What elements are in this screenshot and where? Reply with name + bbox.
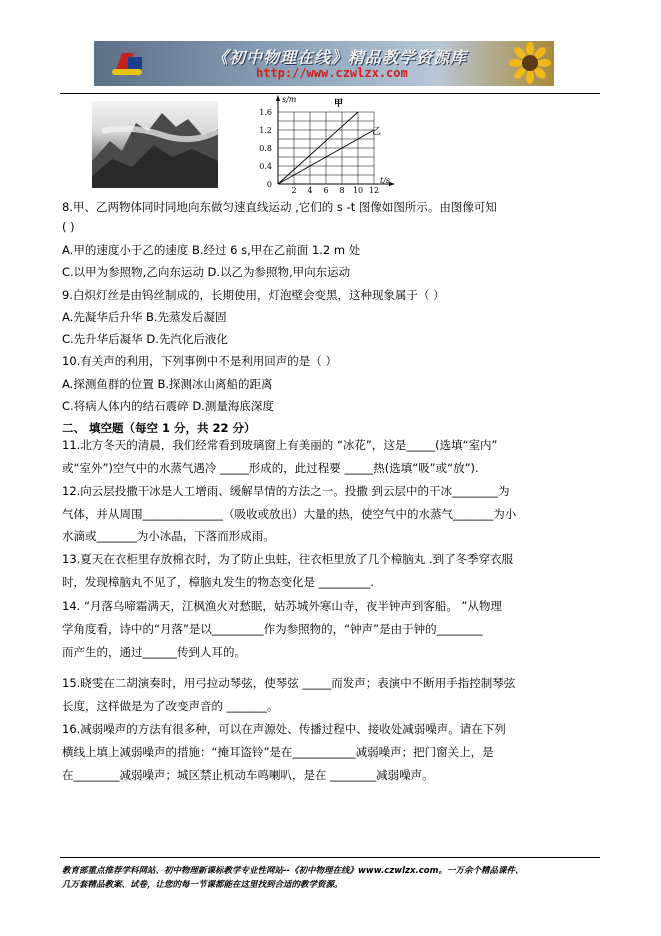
- text-line: 在________减弱噪声；城区禁止机动车鸣喇叭，是在 ________减弱噪声。: [62, 768, 434, 782]
- y-axis-arrow: [276, 95, 280, 101]
- text-line: A.先凝华后升华 B.先蒸发后凝固: [62, 310, 227, 324]
- x-tick-label: 8: [339, 186, 345, 195]
- series-label-yi: 乙: [372, 127, 382, 137]
- x-tick-labels: [291, 186, 379, 195]
- text-line: 13.夏天在衣柜里存放棉衣时，为了防止虫蛀，往衣柜里放了几个樟脑丸 .到了冬季穿衣服: [62, 552, 514, 566]
- text-line: 时，发现樟脑丸不见了，樟脑丸发生的物态变化是 _________.: [62, 575, 375, 589]
- text-line: 横线上填上减弱噪声的措施：“掩耳盗铃”是在___________减弱噪声；把门窗关上，是: [62, 745, 494, 759]
- y-axis-label: s/m: [282, 95, 297, 104]
- text-line: 而产生的，通过______传到人耳的。: [62, 645, 246, 659]
- y-tick-label: 0: [266, 180, 272, 189]
- x-tick-label: 6: [323, 186, 329, 195]
- text-line: 长度，这样做是为了改变声音的 _______。: [62, 699, 279, 713]
- x-tick-label: 4: [307, 186, 313, 195]
- text-line: 15.晓雯在二胡演奏时，用弓拉动琴弦，使琴弦 _____而发声；表演中不断用手指控制琴弦: [62, 676, 516, 690]
- text-line: 11.北方冬天的清晨，我们经常看到玻璃窗上有美丽的 “冰花”，这是_____(选填“室内”: [62, 438, 498, 452]
- text-line: 水滴或_______为小冰晶，下落而形成雨。: [62, 529, 275, 543]
- grid: [278, 112, 374, 184]
- series-label-jia: 甲: [334, 99, 344, 109]
- logo-yellow-mark: [112, 69, 142, 75]
- text-line: A.探测鱼群的位置 B.探测冰山离船的距离: [62, 377, 273, 391]
- text-line: 学角度看，诗中的“月落”是以_________作为参照物的，“钟声”是由于钟的________: [62, 622, 483, 636]
- text-line: 二、 填空题（每空 1 分，共 22 分）: [62, 421, 256, 435]
- text-line: 气体，并从周围______________（吸收或放出）大量的热，使空气中的水蒸气_______为小: [62, 507, 517, 521]
- text-line: 10.有关声的利用，下列事例中不是利用回声的是（ ）: [62, 354, 337, 368]
- y-tick-labels: [259, 108, 272, 189]
- s-t-graph: [256, 94, 396, 195]
- text-line: ( ): [62, 220, 75, 234]
- text-line: 或“室外”)空气中的水蒸气遇冷 _____形成的，此过程要 _____热(选填“吸”或“放”).: [62, 461, 479, 475]
- text-line: 9.白炽灯丝是由钨丝制成的，长期使用，灯泡壁会变黑，这种现象属于（ ）: [62, 288, 445, 302]
- text-line: A.甲的速度小于乙的速度 B.经过 6 s,甲在乙前面 1.2 m 处: [62, 243, 361, 257]
- x-axis-label: t/s: [380, 176, 391, 185]
- x-tick-label: 2: [291, 186, 297, 195]
- mountain-photo: [92, 101, 218, 188]
- y-tick-label: 0.8: [259, 144, 272, 153]
- sunflower-icon: [510, 43, 550, 83]
- text-line: 14. “月落乌啼霜满天，江枫渔火对愁眠，姑苏城外寒山寺，夜半钟声到客船。 ”从物理: [62, 599, 503, 613]
- banner-url[interactable]: http://www.czwlzx.com: [256, 66, 408, 80]
- text-line: 12.向云层投撒干冰是人工增雨、缓解旱情的方法之一。投撒 到云层中的干冰________为: [62, 484, 510, 498]
- x-tick-label: 12: [368, 186, 380, 195]
- text-line: C.将病人体内的结石震碎 D.测量海底深度: [62, 399, 274, 413]
- text-line: 16.减弱噪声的方法有很多种，可以在声源处、传播过程中、接收处减弱噪声。请在下列: [62, 722, 506, 736]
- text-line: C.以甲为参照物,乙向东运动 D.以乙为参照物,甲向东运动: [62, 265, 351, 279]
- footer-line-2: 几万套精品教案、试卷，让您的每一节课都能在这里找到合适的教学资源。: [62, 880, 343, 890]
- header-banner: [94, 41, 554, 86]
- text-line: 8.甲、乙两物体同时同地向东做匀速直线运动 ,它们的 s -t 图像如图所示。由图像可知: [62, 200, 497, 214]
- y-tick-label: 0.4: [259, 162, 272, 171]
- banner-title: 《初中物理在线》精品教学资源库: [212, 48, 468, 67]
- footer-rule: [60, 857, 600, 858]
- footer-line-1: 教育部重点推荐学科网站、初中物理新课标教学专业性网站--《初中物理在线》www.czwlzx.com。一万余个精品课件、: [62, 866, 524, 876]
- y-tick-label: 1.6: [259, 108, 272, 117]
- text-line: C.先升华后凝华 D.先汽化后液化: [62, 332, 228, 346]
- y-tick-label: 1.2: [259, 126, 272, 135]
- x-tick-label: 10: [352, 186, 364, 195]
